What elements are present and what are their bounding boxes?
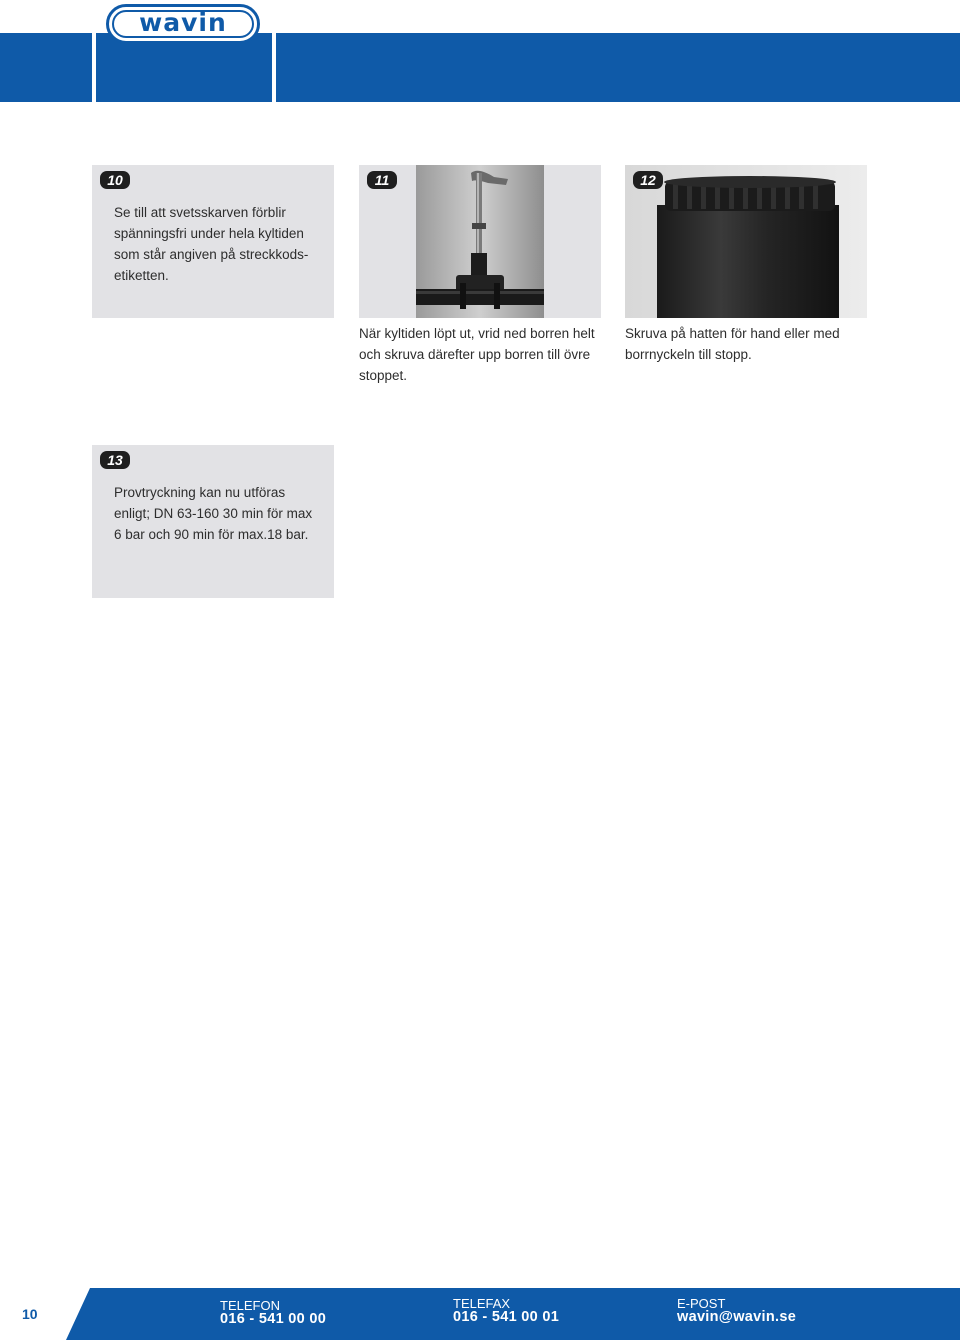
step-13-text — [114, 482, 312, 545]
phone-value[interactable]: 016 - 541 00 00 — [220, 1311, 327, 1327]
header-band-segment — [0, 33, 92, 102]
step-text-line: spänningsfri under hela kyltiden — [114, 226, 304, 241]
step-text-line: borrnyckeln till stopp. — [625, 347, 752, 362]
page-number: 10 — [22, 1306, 38, 1322]
step-11-photo — [416, 165, 544, 318]
step-13-badge: 13 — [100, 451, 130, 469]
phone-label: TELEFON — [220, 1298, 280, 1313]
step-text-line: etiketten. — [114, 268, 169, 283]
logo-frame — [112, 10, 254, 38]
step-10-text — [114, 202, 308, 286]
step-text-line: 6 bar och 90 min för max.18 bar. — [114, 527, 309, 542]
footer — [0, 1288, 960, 1340]
fax-label: TELEFAX — [453, 1296, 511, 1311]
email-label: E-POST — [677, 1296, 726, 1311]
step-text-line: Se till att svetsskarven förblir — [114, 205, 286, 220]
step-10-badge: 10 — [100, 171, 130, 189]
drill-pipe-image — [416, 165, 544, 318]
cap-image — [625, 165, 867, 318]
step-12-photo — [625, 165, 867, 318]
step-12-text — [625, 323, 840, 365]
step-text-line: När kyltiden löpt ut, vrid ned borren helt — [359, 326, 595, 341]
step-text-line: som står angiven på streckkods- — [114, 247, 309, 262]
step-text-line: och skruva därefter upp borren till övre — [359, 347, 591, 362]
step-11-badge: 11 — [367, 171, 397, 189]
step-text-line: enligt; DN 63-160 30 min för max — [114, 506, 313, 521]
header-band-segment — [276, 33, 960, 102]
step-12-badge: 12 — [633, 171, 663, 189]
step-text-line: Provtryckning kan nu utföras — [114, 485, 286, 500]
step-text-line: Skruva på hatten för hand eller med — [625, 326, 840, 341]
email-value[interactable]: wavin@wavin.se — [677, 1309, 797, 1325]
wavin-logo[interactable] — [106, 4, 260, 44]
logo-text: wavin — [139, 8, 227, 37]
step-text-line: stoppet. — [359, 368, 408, 383]
fax-value: 016 - 541 00 01 — [453, 1309, 560, 1325]
step-11-text — [359, 323, 595, 386]
